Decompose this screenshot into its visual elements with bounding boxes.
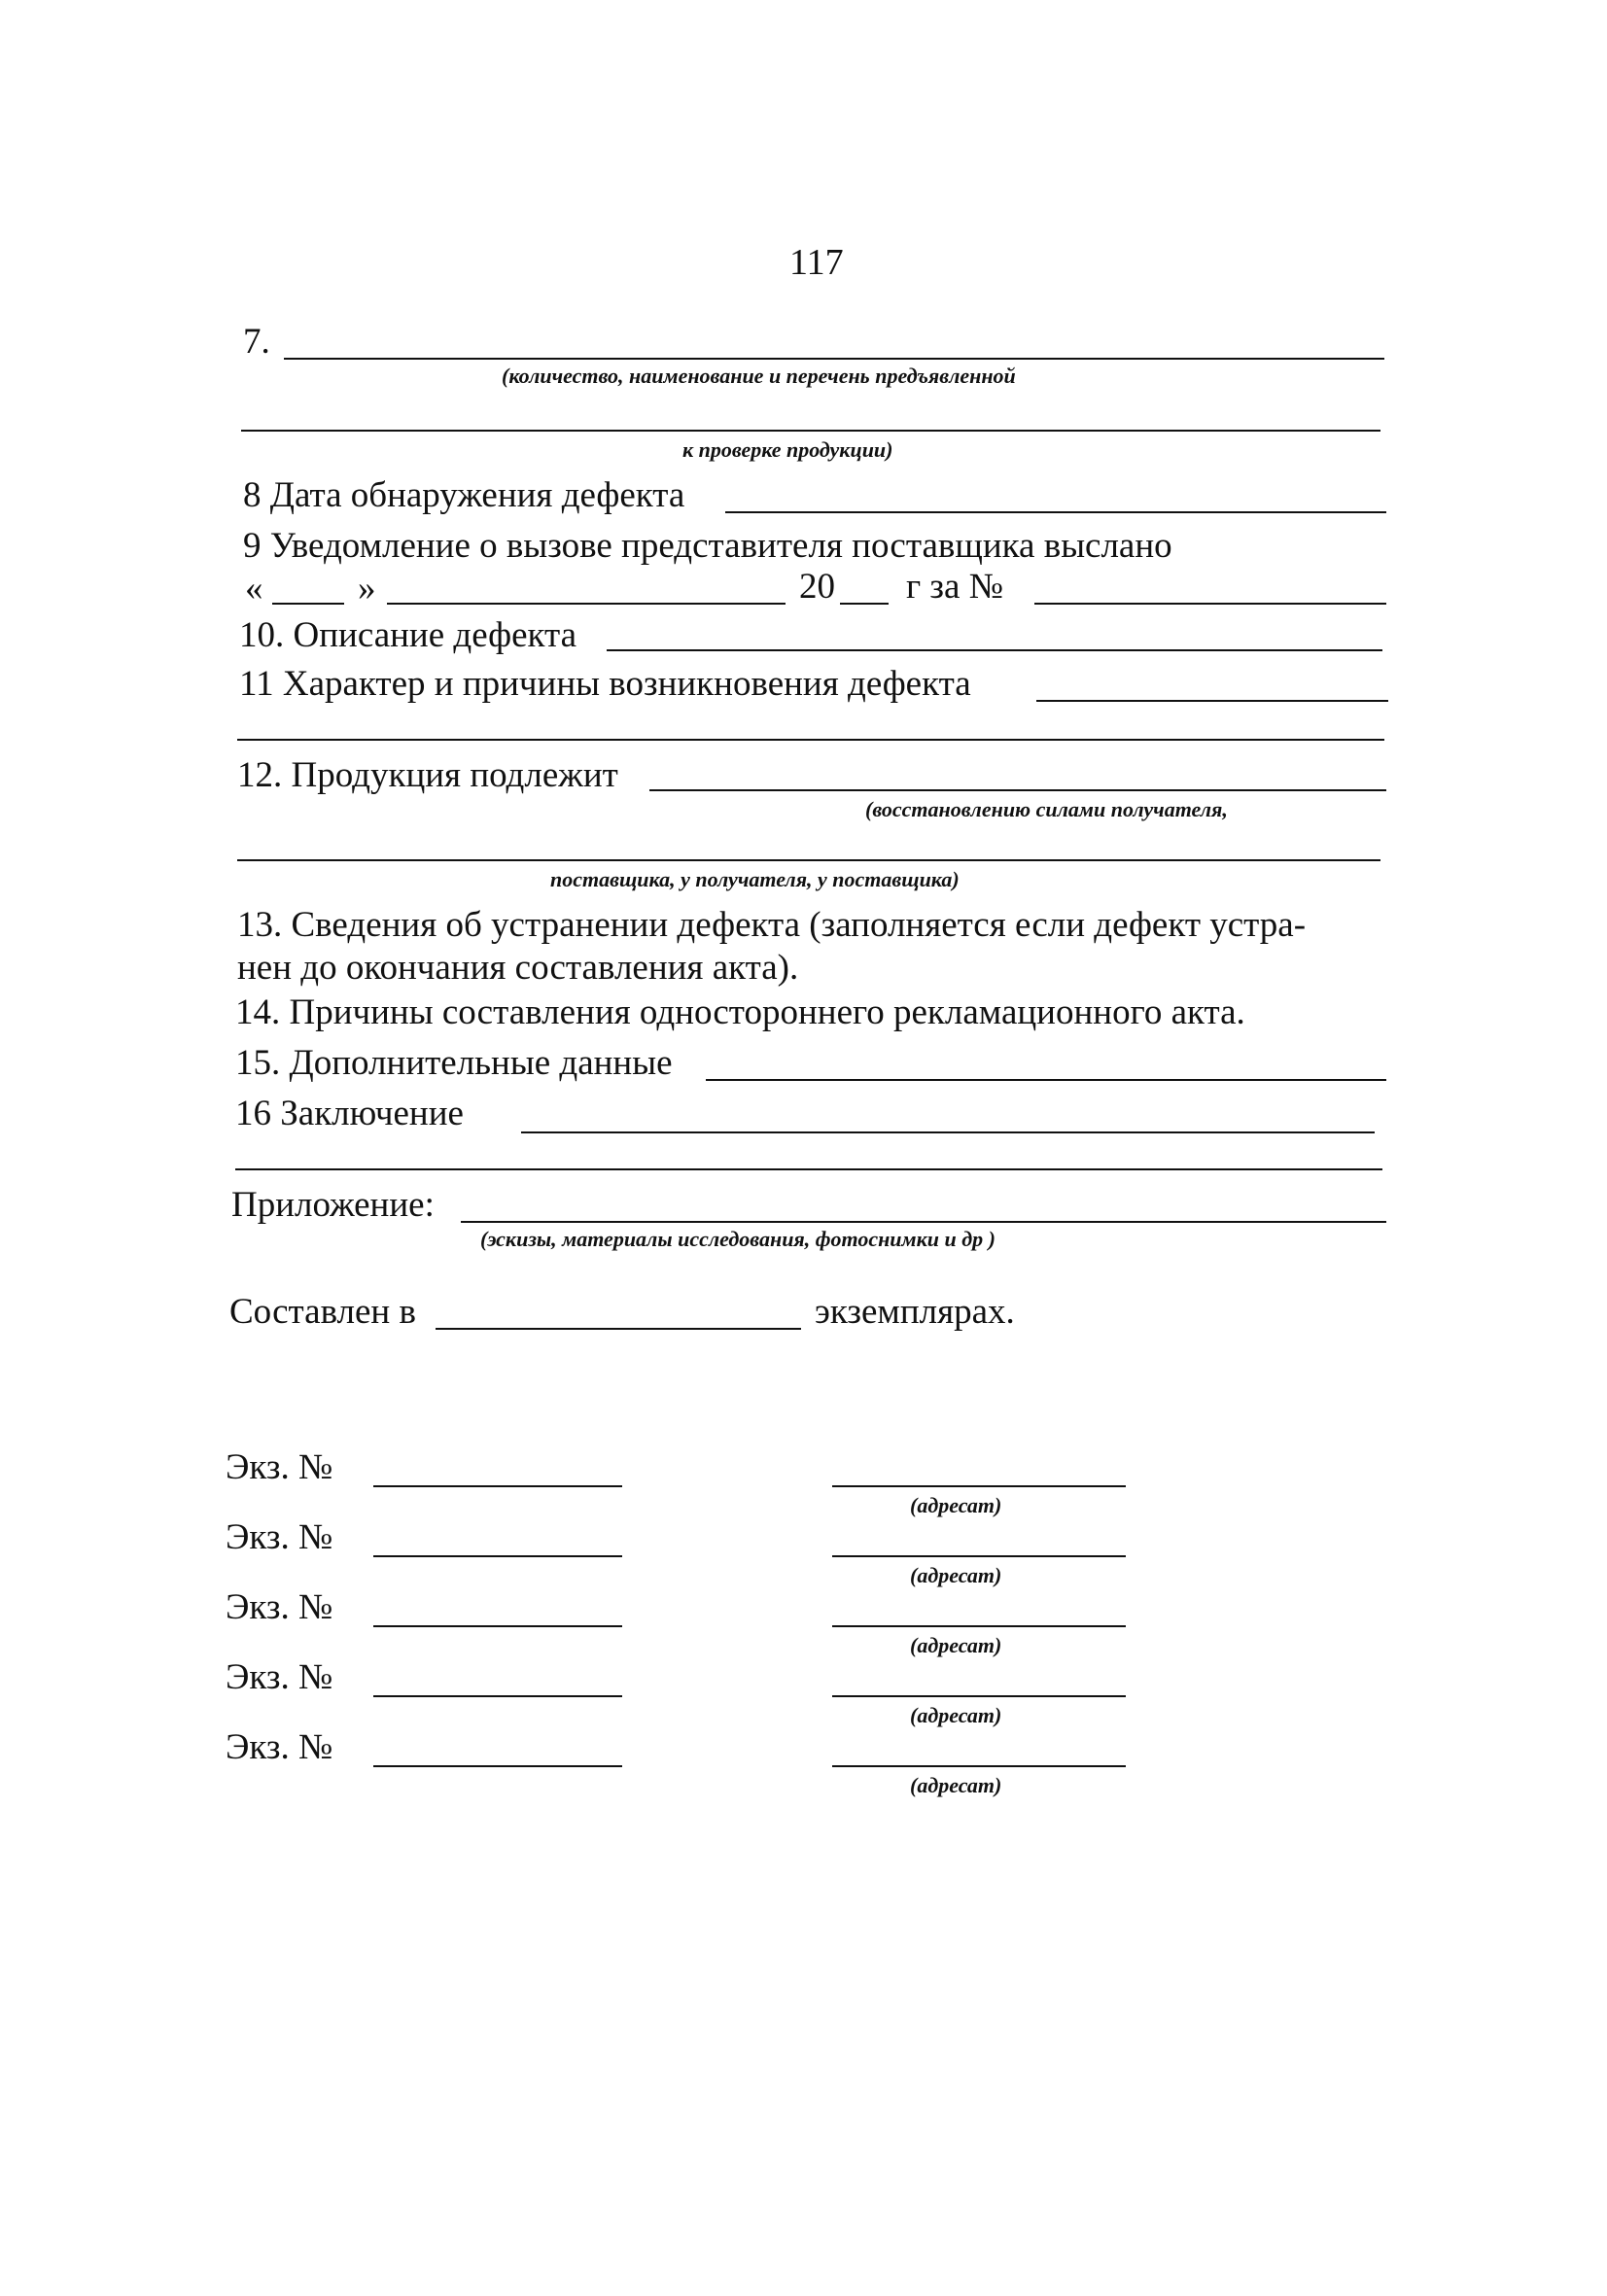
item-9-number-field[interactable] xyxy=(1034,603,1386,605)
item-13-line-1: 13. Сведения об устранении дефекта (заполняется если дефект устра- xyxy=(237,905,1307,945)
item-11-field[interactable] xyxy=(1036,700,1388,702)
item-9-close-quote: » xyxy=(358,569,376,609)
item-12-caption-1: (восстановлению силами получателя, xyxy=(865,797,1228,821)
copy-row-1-label: Экз. № xyxy=(226,1447,333,1487)
copy-row-2-number-field[interactable] xyxy=(373,1555,622,1557)
item-9-year-field[interactable] xyxy=(840,603,889,605)
copies-prefix: Составлен в xyxy=(229,1292,416,1332)
item-11-field-2[interactable] xyxy=(237,739,1384,741)
copy-row-4-addressee-field[interactable] xyxy=(832,1695,1126,1697)
copy-row-3-number-field[interactable] xyxy=(373,1625,622,1627)
item-16-field-2[interactable] xyxy=(235,1168,1382,1170)
item-9-label: 9 Уведомление о вызове представителя поставщика выслано xyxy=(243,526,1172,566)
copy-row-4-label: Экз. № xyxy=(226,1657,333,1697)
item-7-caption-1: (количество, наименование и перечень предъявленной xyxy=(502,364,1016,388)
copy-row-3-label: Экз. № xyxy=(226,1587,333,1627)
item-8-field[interactable] xyxy=(725,511,1386,513)
copy-row-4-number-field[interactable] xyxy=(373,1695,622,1697)
appendix-field[interactable] xyxy=(461,1221,1386,1223)
item-13-line-2: нен до окончания составления акта). xyxy=(237,948,799,988)
item-8-label: 8 Дата обнаружения дефекта xyxy=(243,475,685,515)
copy-row-2-label: Экз. № xyxy=(226,1517,333,1557)
item-15-label: 15. Дополнительные данные xyxy=(235,1043,673,1083)
item-7-field-2[interactable] xyxy=(241,430,1380,432)
page-number: 117 xyxy=(789,242,844,283)
copies-count-field[interactable] xyxy=(436,1328,801,1330)
item-7-field[interactable] xyxy=(284,358,1384,360)
item-12-field-2[interactable] xyxy=(237,859,1380,861)
item-9-open-quote: « xyxy=(245,569,263,609)
item-10-field[interactable] xyxy=(607,649,1382,651)
item-9-month-field[interactable] xyxy=(387,603,786,605)
appendix-caption: (эскизы, материалы исследования, фотоснимки и др ) xyxy=(480,1227,996,1251)
copy-row-5-label: Экз. № xyxy=(226,1727,333,1767)
item-7-caption-2: к проверке продукции) xyxy=(682,437,893,462)
copy-row-1-caption: (адресат) xyxy=(910,1493,1002,1517)
copy-row-2-addressee-field[interactable] xyxy=(832,1555,1126,1557)
copy-row-5-caption: (адресат) xyxy=(910,1773,1002,1797)
copy-row-2-caption: (адресат) xyxy=(910,1563,1002,1587)
copy-row-4-caption: (адресат) xyxy=(910,1703,1002,1727)
item-16-label: 16 Заключение xyxy=(235,1094,464,1133)
item-7-label: 7. xyxy=(243,322,270,362)
item-16-field[interactable] xyxy=(521,1131,1375,1133)
copies-suffix: экземплярах. xyxy=(815,1292,1015,1332)
item-15-field[interactable] xyxy=(706,1079,1386,1081)
item-12-caption-2: поставщика, у получателя, у поставщика) xyxy=(550,867,960,891)
copy-row-5-addressee-field[interactable] xyxy=(832,1765,1126,1767)
copy-row-1-addressee-field[interactable] xyxy=(832,1485,1126,1487)
item-14-label: 14. Причины составления одностороннего рекламационного акта. xyxy=(235,992,1245,1032)
item-9-year-suffix: г за № xyxy=(906,567,1004,607)
copy-row-3-caption: (адресат) xyxy=(910,1633,1002,1657)
copy-row-5-number-field[interactable] xyxy=(373,1765,622,1767)
item-12-label: 12. Продукция подлежит xyxy=(237,755,618,795)
item-11-label: 11 Характер и причины возникновения дефекта xyxy=(239,664,971,704)
item-10-label: 10. Описание дефекта xyxy=(239,615,577,655)
item-9-year-prefix: 20 xyxy=(799,567,835,607)
item-12-field[interactable] xyxy=(649,789,1386,791)
item-9-day-field[interactable] xyxy=(272,603,344,605)
copy-row-1-number-field[interactable] xyxy=(373,1485,622,1487)
copy-row-3-addressee-field[interactable] xyxy=(832,1625,1126,1627)
appendix-label: Приложение: xyxy=(231,1185,435,1225)
